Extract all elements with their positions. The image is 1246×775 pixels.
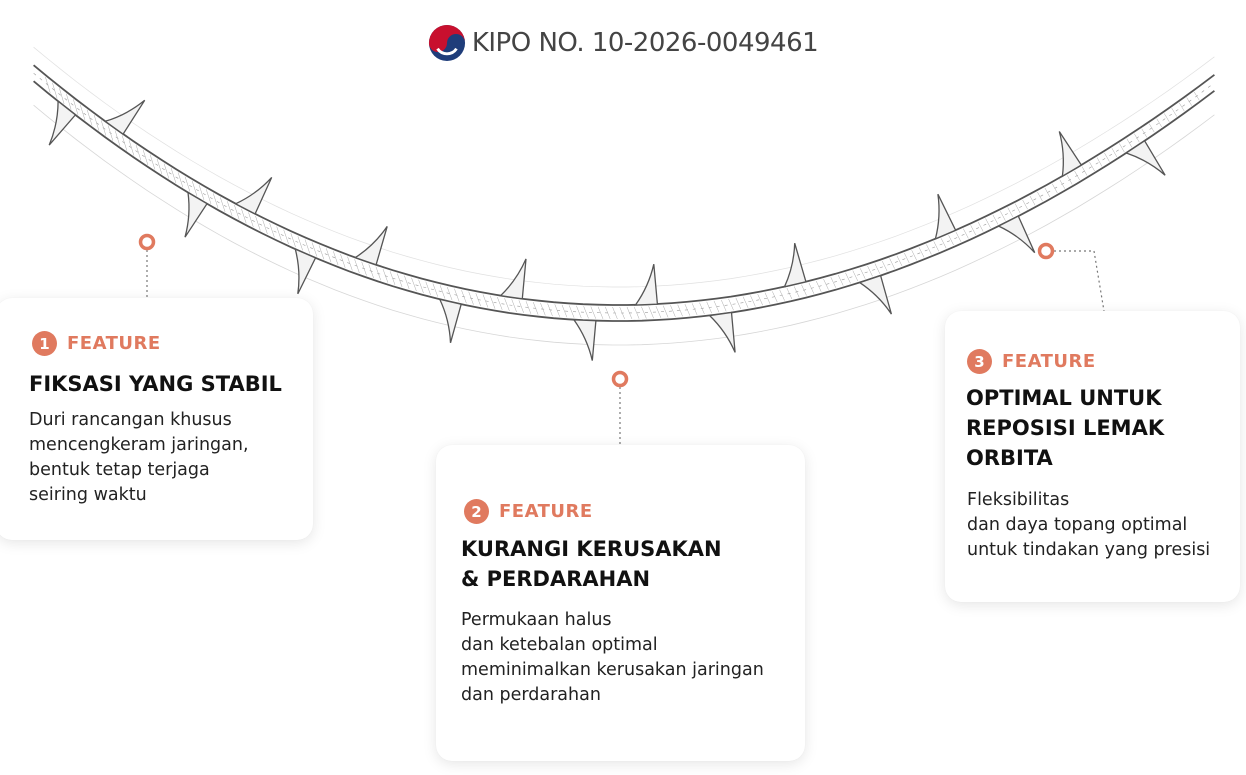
hatch-stroke: [794, 287, 799, 298]
hatch-stroke: [1000, 211, 1005, 221]
hatch-stroke: [178, 172, 183, 187]
thread-edge-top: [34, 65, 1215, 305]
hatch-stroke: [1187, 97, 1192, 105]
barb-down: [49, 101, 75, 145]
hatch-stroke: [897, 256, 902, 266]
hatch-stroke: [831, 277, 836, 288]
hatch-stroke: [192, 181, 197, 196]
hatch-stroke: [1030, 196, 1035, 205]
hatch-stroke: [305, 239, 310, 253]
hatch-stroke: [853, 271, 858, 281]
hatch-stroke: [1142, 129, 1147, 138]
hatch-stroke: [1037, 192, 1042, 201]
hatch-stroke: [904, 253, 909, 263]
hatch-stroke: [256, 216, 261, 231]
hatch-stroke: [1082, 167, 1087, 176]
hatch-stroke: [164, 164, 169, 179]
hatch-stroke: [890, 258, 895, 268]
hatch-stroke: [838, 275, 843, 286]
hatch-stroke: [963, 229, 968, 239]
hatch-stroke: [846, 273, 851, 284]
hatch-stroke: [1045, 188, 1050, 197]
hatch-stroke: [185, 177, 190, 192]
feature-title: OPTIMAL UNTUK REPOSISI LEMAK ORBITA: [966, 386, 1165, 470]
hatch-stroke: [978, 222, 983, 232]
hatch-stroke: [87, 110, 92, 126]
hatch-stroke: [462, 290, 467, 303]
hatch-stroke: [802, 285, 807, 296]
hatch-stroke: [824, 279, 829, 290]
hatch-stroke: [505, 298, 510, 311]
hatch-stroke: [956, 232, 961, 242]
hatch-stroke: [213, 193, 218, 208]
hatch-stroke: [882, 261, 887, 271]
hatch-stroke: [333, 251, 338, 265]
hatch-stroke: [369, 264, 374, 278]
hatch-stroke: [584, 306, 589, 318]
feature-title: KURANGI KERUSAKAN & PERDARAHAN: [461, 537, 722, 591]
hatch-stroke: [949, 235, 954, 245]
hatch-stroke: [986, 218, 991, 228]
hatch-stroke: [80, 105, 85, 121]
hatch-stroke: [919, 247, 924, 257]
hatch-stroke: [143, 150, 148, 165]
hatch-stroke: [941, 238, 946, 248]
barb-down: [710, 313, 735, 353]
barb-down: [860, 276, 892, 315]
hatch-stroke: [419, 280, 424, 293]
hatch-stroke: [122, 135, 127, 150]
hatch-stroke: [348, 257, 353, 271]
barb-down: [1126, 141, 1165, 175]
hatch-stroke: [1097, 158, 1102, 167]
feature-description: Fleksibilitas dan daya topang optimal untuk tindakan yang presisi: [967, 490, 1211, 560]
hatch-stroke: [993, 215, 998, 225]
barb-up: [355, 226, 387, 264]
hatch-stroke: [816, 281, 821, 292]
hatch-stroke: [1157, 119, 1162, 127]
hatch-stroke: [101, 120, 106, 135]
callout-marker-2: [614, 373, 627, 386]
hatch-stroke: [934, 241, 939, 251]
hatch-stroke: [136, 145, 141, 160]
hatch-stroke: [241, 209, 246, 224]
hatch-stroke: [390, 271, 395, 285]
hatch-stroke: [1164, 113, 1169, 121]
hatch-stroke: [1112, 148, 1117, 157]
hatch-stroke: [1023, 200, 1028, 209]
hatch-stroke: [447, 287, 452, 300]
feature-number-badge: 1: [32, 331, 57, 356]
feature-label: FEATURE: [499, 501, 593, 522]
feature-description: Duri rancangan khusus mencengkeram jaringan, bentuk tetap terjaga seiring waktu: [29, 410, 249, 505]
hatch-stroke: [1090, 162, 1095, 171]
hatch-stroke: [1119, 143, 1124, 152]
feature-heading: [32, 331, 161, 356]
thread-shading: [34, 73, 1215, 313]
barb-up: [1059, 132, 1081, 177]
barb-down: [574, 320, 596, 361]
hatch-stroke: [1179, 103, 1184, 111]
hatch-stroke: [454, 289, 459, 302]
hatch-stroke: [1060, 180, 1065, 189]
hatch-stroke: [1134, 134, 1139, 143]
feature-card-3: [945, 311, 1240, 602]
feature-title: FIKSASI YANG STABIL: [29, 372, 282, 396]
hatch-stroke: [150, 154, 155, 169]
hatch-stroke: [469, 292, 474, 305]
hatch-stroke: [277, 227, 282, 241]
hatch-stroke: [199, 185, 204, 200]
hatch-stroke: [94, 115, 99, 131]
hatch-stroke: [1067, 175, 1072, 184]
hatch-stroke: [108, 125, 113, 140]
hatch-stroke: [1008, 208, 1013, 217]
feature-card-2: [436, 445, 805, 761]
hatch-stroke: [1194, 92, 1199, 100]
callout-marker-1: [141, 236, 154, 249]
callout-marker-3: [1040, 245, 1053, 258]
hatch-stroke: [868, 266, 873, 276]
hatch-stroke: [787, 288, 792, 299]
hatch-stroke: [171, 168, 176, 183]
hatch-stroke: [497, 297, 502, 310]
hatch-stroke: [1015, 204, 1020, 213]
barb-up: [236, 177, 272, 214]
feature-heading: [464, 499, 593, 524]
hatch-stroke: [875, 264, 880, 274]
hatch-stroke: [270, 223, 275, 237]
barb-up: [935, 194, 955, 239]
hatch-stroke: [809, 283, 814, 294]
hatch-stroke: [319, 245, 324, 259]
hatch-stroke: [206, 189, 211, 204]
feature-label: FEATURE: [1002, 351, 1096, 372]
hatch-stroke: [115, 130, 120, 145]
hatch-stroke: [234, 205, 239, 220]
hatch-stroke: [355, 259, 360, 273]
hatch-stroke: [971, 225, 976, 235]
hatch-stroke: [404, 276, 409, 289]
guide-arc: [34, 47, 1215, 287]
patent-number: KIPO NO. 10-2026-0049461: [471, 28, 819, 58]
hatch-stroke: [362, 262, 367, 276]
hatch-stroke: [263, 220, 268, 234]
leader-line: [1054, 251, 1104, 311]
hatch-stroke: [912, 250, 917, 260]
patent-header: [0, 24, 1246, 62]
thread-edge-bottom: [34, 81, 1215, 321]
hatch-stroke: [298, 236, 303, 250]
hatch-stroke: [1052, 184, 1057, 193]
feature-description: Permukaan halus dan ketebalan optimal meminimalkan kerusakan jaringan dan perdarahan: [461, 610, 764, 705]
hatch-stroke: [1104, 153, 1109, 162]
hatch-stroke: [433, 284, 438, 297]
feature-number-badge: 3: [967, 349, 992, 374]
barb-down: [440, 299, 461, 342]
hatch-stroke: [743, 297, 748, 308]
hatch-stroke: [326, 248, 331, 262]
barb-up: [105, 100, 145, 134]
hatch-stroke: [649, 306, 654, 318]
hatch-stroke: [412, 278, 417, 291]
hatch-stroke: [129, 140, 134, 155]
feature-heading: [967, 349, 1096, 374]
hatch-stroke: [376, 267, 381, 281]
hatch-stroke: [576, 306, 581, 318]
feature-card-1: [0, 298, 313, 540]
hatch-stroke: [426, 282, 431, 295]
korea-taegeuk-seal-icon: [428, 24, 466, 62]
hatch-stroke: [860, 268, 865, 278]
hatch-stroke: [440, 285, 445, 298]
hatch-stroke: [312, 242, 317, 256]
hatch-stroke: [736, 298, 741, 309]
hatch-stroke: [397, 274, 402, 287]
hatch-stroke: [383, 269, 388, 283]
hatch-stroke: [512, 299, 517, 312]
hatch-stroke: [1172, 108, 1177, 116]
hatch-stroke: [656, 306, 661, 318]
hatch-stroke: [926, 244, 931, 254]
hatch-stroke: [291, 233, 296, 247]
barb-up: [636, 264, 658, 305]
hatch-stroke: [157, 159, 162, 174]
hatch-stroke: [73, 99, 78, 115]
hatch-stroke: [340, 254, 345, 268]
hatch-stroke: [780, 290, 785, 301]
barb-up: [785, 243, 806, 287]
hatch-stroke: [1075, 171, 1080, 180]
feature-label: FEATURE: [67, 333, 161, 354]
barb-up: [501, 259, 526, 299]
hatch-stroke: [227, 201, 232, 216]
hatch-stroke: [1149, 124, 1154, 133]
barb-down: [295, 249, 315, 294]
hatch-stroke: [284, 230, 289, 244]
hatch-stroke: [249, 212, 254, 227]
hatch-stroke: [220, 197, 225, 212]
feature-number-badge: 2: [464, 499, 489, 524]
hatch-stroke: [1127, 139, 1132, 148]
